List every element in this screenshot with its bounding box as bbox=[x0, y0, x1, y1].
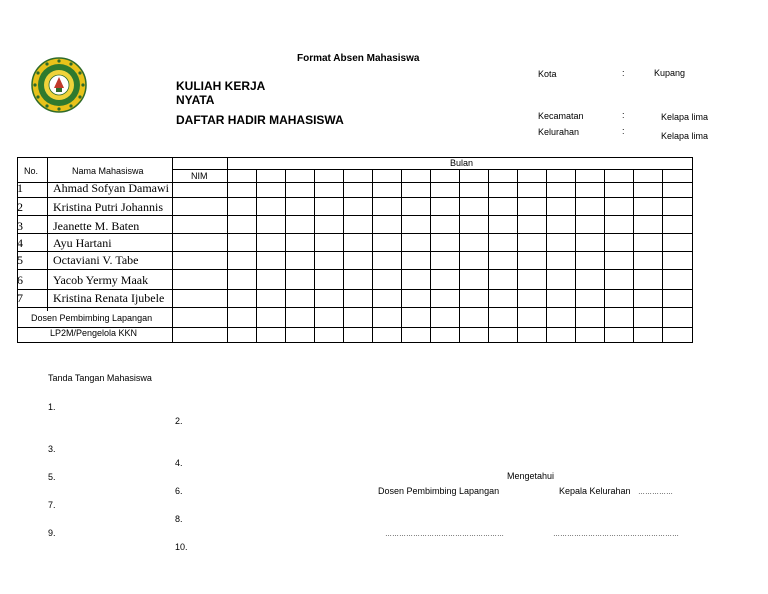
row-2-no: 2 bbox=[17, 200, 23, 214]
signature-1: 1. bbox=[48, 402, 56, 412]
page-title: DAFTAR HADIR MAHASISWA bbox=[176, 113, 344, 127]
signature-8: 8. bbox=[175, 514, 183, 524]
kota-label: Kota bbox=[538, 69, 557, 79]
row-5-no: 5 bbox=[17, 253, 23, 267]
kecamatan-value: Kelapa lima bbox=[661, 112, 709, 122]
row-3-name: Jeanette M. Baten bbox=[53, 219, 140, 233]
kepala-dots: …………… bbox=[638, 489, 673, 496]
signature-2: 2. bbox=[175, 416, 183, 426]
kecamatan-label: Kecamatan bbox=[538, 111, 584, 121]
row-6-name: Yacob Yermy Maak bbox=[53, 273, 149, 287]
signature-line-kepala: ……………………………………………… bbox=[553, 531, 679, 538]
dosen-label: Dosen Pembimbing Lapangan bbox=[378, 486, 500, 496]
title-line1: KULIAH KERJA bbox=[176, 79, 266, 93]
row-1-no: 1 bbox=[17, 181, 23, 195]
row-7-no: 7 bbox=[17, 291, 23, 305]
title-line2: NYATA bbox=[176, 93, 215, 107]
university-logo-icon bbox=[31, 57, 87, 113]
signature-5: 5. bbox=[48, 472, 56, 482]
signature-line-dosen: …………………………………………… bbox=[385, 531, 504, 538]
row-1-name: Ahmad Sofyan Damawi bbox=[53, 181, 169, 195]
signature-3: 3. bbox=[48, 444, 56, 454]
mengetahui-label: Mengetahui bbox=[507, 471, 555, 481]
row-4-name: Ayu Hartani bbox=[53, 236, 112, 250]
row-4-no: 4 bbox=[17, 236, 23, 250]
signature-4: 4. bbox=[175, 458, 183, 468]
signature-title: Tanda Tangan Mahasiswa bbox=[48, 373, 152, 383]
signature-9: 9. bbox=[48, 528, 56, 538]
row-2-name: Kristina Putri Johannis bbox=[53, 200, 163, 214]
col-nim-header: NIM bbox=[191, 171, 208, 181]
kota-sep: : bbox=[622, 68, 625, 78]
col-name-header: Nama Mahasiswa bbox=[72, 166, 144, 176]
footer-dosen-label: Dosen Pembimbing Lapangan bbox=[31, 313, 153, 323]
signature-10: 10. bbox=[175, 542, 188, 552]
kelurahan-value: Kelapa lima bbox=[661, 131, 709, 141]
row-3-no: 3 bbox=[17, 219, 23, 233]
footer-lp2m-label: LP2M/Pengelola KKN bbox=[50, 328, 138, 338]
row-7-name: Kristina Renata Ijubele bbox=[53, 291, 165, 305]
signature-7: 7. bbox=[48, 500, 56, 510]
attendance-table bbox=[17, 157, 693, 343]
kecamatan-sep: : bbox=[622, 110, 625, 120]
col-no-header: No. bbox=[24, 166, 39, 176]
kota-value: Kupang bbox=[654, 68, 686, 78]
signature-6: 6. bbox=[175, 486, 183, 496]
row-5-name: Octaviani V. Tabe bbox=[53, 253, 139, 267]
col-bulan-header: Bulan bbox=[450, 158, 474, 168]
row-6-no: 6 bbox=[17, 273, 23, 287]
format-title: Format Absen Mahasiswa bbox=[297, 53, 420, 64]
kelurahan-sep: : bbox=[622, 126, 625, 136]
kelurahan-label: Kelurahan bbox=[538, 127, 580, 137]
kepala-label: Kepala Kelurahan bbox=[559, 486, 631, 496]
